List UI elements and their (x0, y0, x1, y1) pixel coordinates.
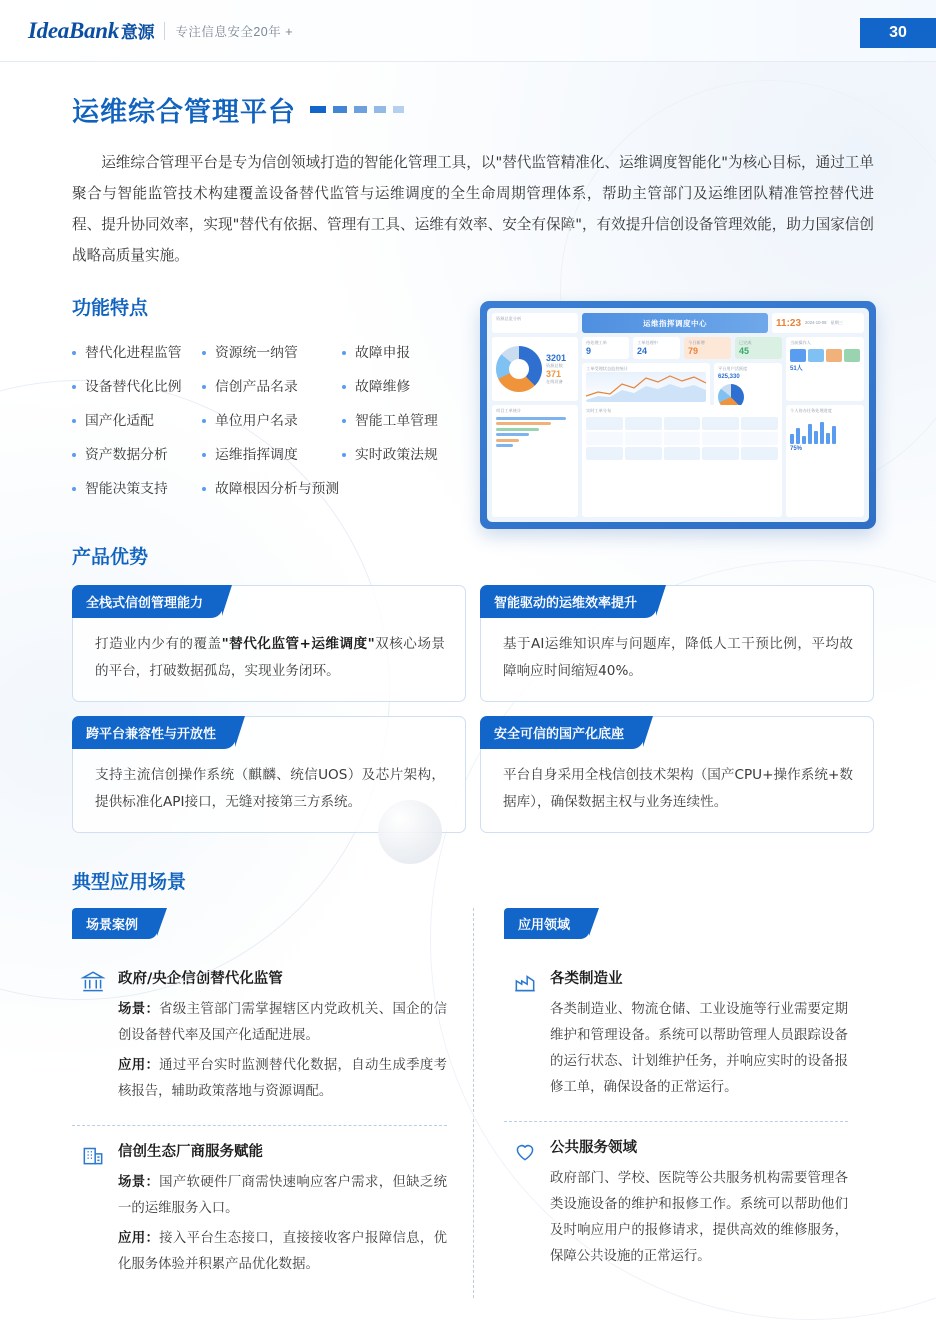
factory-building-icon (80, 1142, 106, 1168)
intro-paragraph: 运维综合管理平台是专为信创领域打造的智能化管理工具，以"替代监管精准化、运维调度智能化"为核心目标，通过工单聚合与智能监管技术构建覆盖设备替代监管与运维调度的全生命周期管理体系，帮助主管部门及运维团队精准管控替代进程、提升协同效率，实现"替代有依据、管理有工具、运维有效率、安全有保障"，有效提升信创设备管理效能，助力国家信创战略高质量实施。 (72, 154, 874, 264)
area-chart (586, 372, 706, 402)
scenario-title: 公共服务领域 (550, 1140, 637, 1156)
feature-label: 替代化进程监管 (85, 345, 182, 361)
kpi-value: 9 (586, 346, 592, 356)
bullet-icon (72, 487, 76, 491)
dashboard-title: 运维指挥调度中心 (582, 313, 768, 333)
dash-mark (310, 106, 326, 113)
scenario-line (118, 1170, 447, 1222)
feature-item (202, 404, 342, 438)
heart-icon (512, 1138, 538, 1164)
bullet-icon (202, 487, 206, 491)
page-header (0, 0, 936, 62)
advantage-text-pre: 基于AI运维知识库与问题库，降低人工干预比例，平均故障响应时间缩短40%。 (503, 636, 853, 679)
chart-title: 实时工单分布 (586, 408, 612, 413)
logo-text-cn: 意源 (120, 22, 155, 43)
scenario-line-label: 场景： (118, 1175, 160, 1190)
feature-label: 故障根因分析与预测 (215, 481, 340, 497)
features-section (0, 293, 936, 506)
clock-week: 星期三 (830, 320, 844, 325)
user-card (786, 337, 864, 401)
kpi-card (735, 337, 782, 359)
industry-icon (512, 969, 538, 995)
logo (28, 18, 154, 44)
header-slogan: 专注信息安全20年 + (175, 24, 293, 39)
logo-divider (164, 22, 165, 40)
scenarios-grid (72, 908, 874, 1298)
scenarios-right-column (473, 908, 874, 1298)
scenario-item (504, 1121, 848, 1290)
scenario-title: 信创生态厂商服务赋能 (118, 1144, 263, 1160)
feature-item (202, 370, 342, 404)
chart-title: 项目工单统计 (496, 408, 522, 413)
scenario-line (118, 1226, 447, 1278)
title-row (72, 90, 936, 129)
chart-title: 工单受理状态监控统计 (586, 366, 628, 371)
dashboard-inner (487, 308, 869, 522)
realtime-orders-card (582, 405, 782, 517)
advantages-grid (72, 585, 874, 833)
advantage-body (503, 762, 853, 816)
big-number: 75% (790, 446, 803, 452)
scenario-item (72, 1125, 447, 1298)
advantage-text-post: 双核心场景的平台，打破数据孤岛，实现业务闭环。 (95, 636, 446, 679)
bullet-icon (342, 351, 346, 355)
feature-label: 智能工单管理 (355, 413, 438, 429)
advantage-tag: 安全可信的国产化底座 (480, 716, 644, 749)
advantage-body (95, 631, 445, 685)
resource-donut-card (492, 337, 578, 401)
clock-time: 11:23 (776, 317, 802, 329)
scenario-line-text: 政府部门、学校、医院等公共服务机构需要管理各类设施设备的维护和报修工作。系统可以帮助他们及时响应用户的报修请求，提供高效的维修服务，保障公共设施的正常运行。 (550, 1171, 848, 1264)
kpi-label: 资源总数 (546, 363, 563, 368)
scenario-line-label: 应用： (118, 1231, 160, 1246)
dash-mark (354, 106, 367, 113)
scenario-line-text: 通过平台实时监测替代化数据，自动生成季度考核报告，辅助政策落地与资源调配。 (118, 1058, 448, 1099)
feature-label: 智能决策支持 (85, 481, 168, 497)
title-dashes (310, 106, 404, 113)
big-number: 625,330 (718, 374, 740, 380)
dashboard-row-3 (492, 405, 864, 517)
kpi-label: 待处理工单 (586, 340, 607, 345)
bullet-icon (72, 351, 76, 355)
dashboard-topbar (492, 313, 864, 333)
dash-mark (374, 106, 386, 113)
bullet-icon (342, 385, 346, 389)
feature-label: 资源统一纳管 (215, 345, 298, 361)
kpi-label: 已完成 (739, 340, 752, 345)
advantage-text-pre: 支持主流信创操作系统（麒麟、统信UOS）及芯片架构，提供标准化API接口，无缝对接第三方系统。 (95, 767, 445, 810)
kpi-value: 79 (688, 346, 699, 356)
advantage-tag: 全栈式信创管理能力 (72, 585, 223, 618)
mini-cell (790, 349, 806, 362)
kpi-value: 371 (546, 369, 562, 379)
scenario-line-label: 场景： (118, 1002, 160, 1017)
feature-item (72, 472, 202, 506)
clock-date: 2024-10-08 (805, 320, 827, 325)
dashboard-clock (772, 313, 864, 333)
scenario-line (550, 1166, 848, 1270)
scenario-line-label: 应用： (118, 1058, 160, 1073)
advantage-card (72, 585, 466, 702)
advantage-tag: 跨平台兼容性与开放性 (72, 716, 236, 749)
scenario-line (118, 1053, 447, 1105)
kpi-card (582, 337, 629, 359)
feature-label: 单位用户名录 (215, 413, 298, 429)
scenarios-heading: 典型应用场景 (72, 871, 187, 893)
feature-label: 设备替代化比例 (85, 379, 182, 395)
kpi-value: 24 (637, 346, 648, 356)
feature-item (72, 404, 202, 438)
dash-mark (393, 106, 404, 113)
kpi-label: 在线设备 (546, 379, 563, 384)
feature-label: 实时政策法规 (355, 447, 438, 463)
advantage-text-pre: 平台自身采用全栈信创技术架构（国产CPU+操作系统+数据库），确保数据主权与业务连续性。 (503, 767, 853, 810)
logo-text-en: IdeaBank (28, 17, 119, 43)
feature-item (72, 370, 202, 404)
bullet-icon (342, 419, 346, 423)
feature-label: 信创产品名录 (215, 379, 298, 395)
advantage-body (503, 631, 853, 685)
bullet-icon (202, 419, 206, 423)
big-number: 51人 (790, 366, 803, 372)
dashboard-row-2 (492, 337, 864, 401)
mini-cell (844, 349, 860, 362)
panel-title-label: 资源总览分析 (496, 316, 522, 321)
scenario-line-text: 各类制造业、物流仓储、工业设施等行业需要定期维护和管理设备。系统可以帮助管理人员跟踪设备的运行状态、计划维护任务，并响应实时的设备报修工单，确保设备的正常运行。 (550, 1002, 848, 1095)
decor-sphere (378, 800, 442, 864)
scenario-item (504, 953, 848, 1121)
bullet-icon (72, 419, 76, 423)
feature-label: 资产数据分析 (85, 447, 168, 463)
mini-cell (826, 349, 842, 362)
mini-cell (808, 349, 824, 362)
scenario-line (550, 997, 848, 1101)
dash-mark (333, 106, 347, 113)
page-title: 运维综合管理平台 (72, 97, 296, 128)
kpi-value: 3201 (546, 353, 567, 363)
advantage-text-bold: "替代化监管+运维调度" (221, 636, 375, 652)
scenario-title: 各类制造业 (550, 971, 623, 987)
advantage-card (480, 716, 874, 833)
bullet-icon (72, 453, 76, 457)
bullet-icon (202, 453, 206, 457)
feature-item (72, 438, 202, 472)
dashboard-screenshot (480, 301, 876, 529)
features-column-2 (202, 336, 342, 506)
feature-label: 运维指挥调度 (215, 447, 298, 463)
user-label: 当前操作人 (790, 340, 811, 345)
kpi-label: 工单处理中 (637, 340, 658, 345)
scenario-line-text: 接入平台生态接口，直接接收客户报障信息，优化服务体验并积累产品优化数据。 (118, 1231, 448, 1272)
advantage-text-pre: 打造业内少有的覆盖 (95, 636, 222, 652)
bullet-icon (202, 385, 206, 389)
advantages-heading: 产品优势 (72, 546, 149, 568)
donut-chart-icon (496, 346, 542, 392)
feature-item (202, 438, 342, 472)
feature-label: 故障维修 (355, 379, 411, 395)
scenario-line (118, 997, 447, 1049)
advantage-tag: 智能驱动的运维效率提升 (480, 585, 657, 618)
feature-item (72, 336, 202, 370)
features-heading: 功能特点 (72, 297, 149, 319)
chart-title: 个人待办任务处理进度 (790, 408, 832, 413)
advantage-card (480, 585, 874, 702)
project-bars-card (492, 405, 578, 517)
scenario-line-text: 国产软硬件厂商需快速响应客户需求，但缺乏统一的运维服务入口。 (118, 1175, 448, 1216)
scenarios-right-tag: 应用领域 (504, 908, 590, 939)
kpi-value: 45 (739, 346, 750, 356)
feature-label: 国产化适配 (85, 413, 154, 429)
dashboard-panel-title-card (492, 313, 578, 333)
scenario-line-text: 省级主管部门需掌握辖区内党政机关、国企的信创设备替代率及国产化适配进展。 (118, 1002, 448, 1043)
bullet-icon (202, 351, 206, 355)
bullet-icon (72, 385, 76, 389)
kpi-label: 今日新增 (688, 340, 705, 345)
government-icon (80, 969, 106, 995)
chart-title: 平台用户活跃度 (718, 366, 748, 371)
personal-progress-card (786, 405, 864, 517)
feature-item (202, 472, 342, 506)
features-column-1 (72, 336, 202, 506)
bullet-icon (342, 453, 346, 457)
page-number-badge: 30 (860, 18, 936, 48)
kpi-card (633, 337, 680, 359)
scenarios-left-tag: 场景案例 (72, 908, 158, 939)
feature-label: 故障申报 (355, 345, 411, 361)
scenarios-left-column (72, 908, 473, 1298)
feature-item (202, 336, 342, 370)
scenario-item (72, 953, 447, 1125)
scenario-title: 政府/央企信创替代化监管 (118, 971, 283, 987)
kpi-card (684, 337, 731, 359)
